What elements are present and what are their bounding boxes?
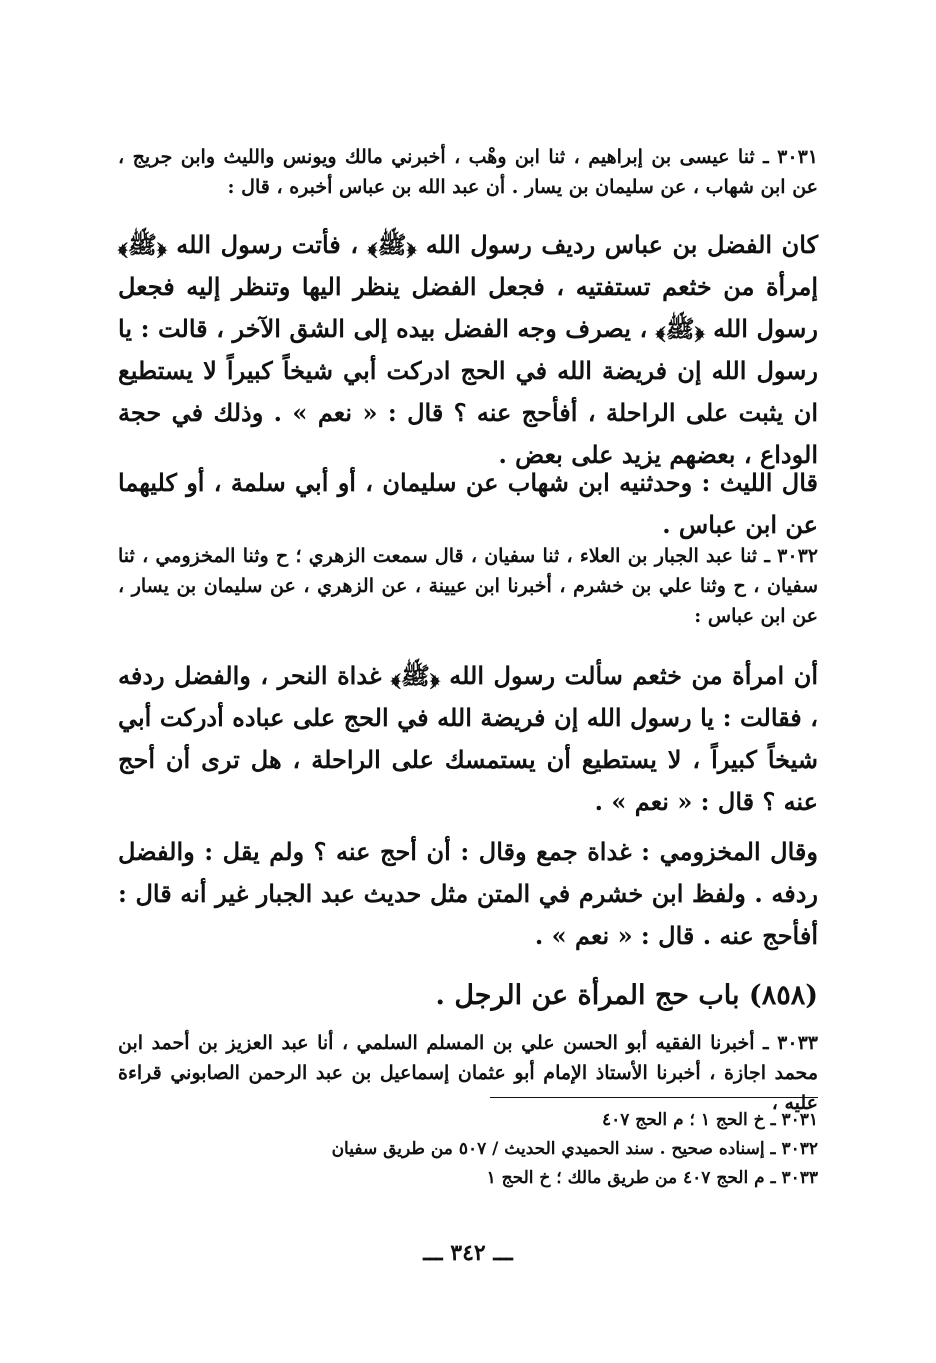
hadith-3032-matn: أن امرأة من خثعم سألت رسول الله ﴿ﷺ﴾ غداة النحر ، والفضل ردفه ، فقالت : يا رسول الله إن فريضة الله في الحج على عباده أدركت أبي شيخاً كبيراً ، لا يستطيع أن يستمسك على الراحلة ، هل ترى أن أحج عنه ؟ قال : « نعم » . [118,661,818,816]
hadith-3032-note: وقال المخزومي : غداة جمع وقال : أن أحج عنه ؟ ولم يقل : والفضل ردفه . ولفظ ابن خشرم في المتن مثل حديث عبد الجبار غير أنه قال : أفأحج عنه . قال : « نعم » . [118,837,818,950]
page-number: ـــ ٣٤٢ ـــ [423,1240,513,1266]
hadith-3033-isnad: ٣٠٣٣ ـ أخبرنا الفقيه أبو الحسن علي بن المسلم السلمي ، أنا عبد العزيز بن أحمد ابن محمد اجازة ، أخبرنا الأستاذ الإمام أبو عثمان إسماعيل بن عبد الرحمن الصابوني قراءة عليه ، [118,1032,818,1114]
hadith-3032-isnad: ٣٠٣٢ ـ ثنا عبد الجبار بن العلاء ، ثنا سفيان ، قال سمعت الزهري ؛ ح وثنا المخزومي ، ثنا سفيان ، ح وثنا علي بن خشرم ، أخبرنا ابن عيينة ، عن الزهري ، عن سليمان بن يسار ، عن ابن عباس : [118,545,818,627]
hadith-3031-matn: كان الفضل بن عباس رديف رسول الله ﴿ﷺ﴾ ، فأتت رسول الله ﴿ﷺ﴾ إمرأة من خثعم تستفتيه ، فجعل الفضل ينظر اليها وتنظر إليه فجعل رسول الله ﴿ﷺ﴾ ، يصرف وجه الفضل بيده إلى الشق الآخر ، قالت : يا رسول الله إن فريضة الله في الحج ادركت أبي شيخاً كبيراً لا يستطيع ان يثبت على الراحلة ، أفأحج عنه ؟ قال : « نعم » . وذلك في حجة الوداع ، بعضهم يزيد على بعض . [118,230,818,469]
footnote-3031: ٣٠٣١ ـ خ الحج ١ ؛ م الحج ٤٠٧ [601,1110,818,1130]
hadith-3031-isnad: ٣٠٣١ ـ ثنا عيسى بن إبراهيم ، ثنا ابن وهْب ، أخبرني مالك ويونس والليث وابن جريج ، عن ابن شهاب ، عن سليمان بن يسار . أن عبد الله بن عباس أخبره ، قال : [118,146,818,198]
footnotes [118,1106,818,1193]
footnote-3032: ٣٠٣٢ ـ إسناده صحيح . سند الحميدي الحديث / ٥٠٧ من طريق سفيان [331,1139,818,1159]
footnote-3033: ٣٠٣٣ ـ م الحج ٤٠٧ من طريق مالك ؛ خ الحج ١ [486,1168,818,1188]
chapter-heading: (٨٥٨) باب حج المرأة عن الرجل . [435,980,818,1011]
footnote-divider [490,1097,818,1098]
hadith-3031-note: قال الليث : وحدثنيه ابن شهاب عن سليمان ، أو أبي سلمة ، أو كليهما عن ابن عباس . [118,468,818,539]
